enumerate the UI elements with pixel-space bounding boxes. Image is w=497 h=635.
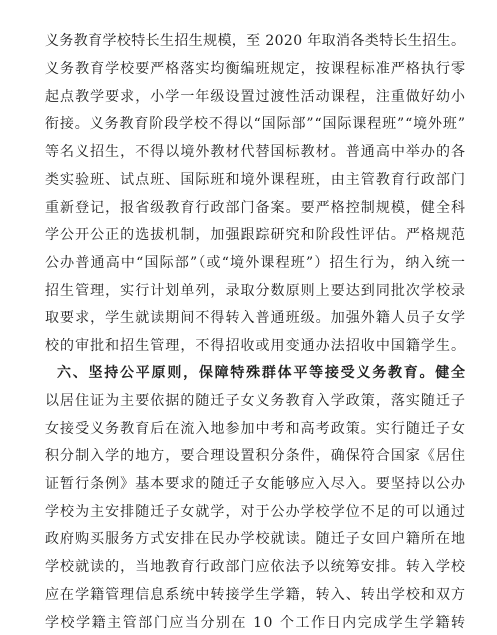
text-line (0, 140, 497, 164)
text-line (0, 29, 497, 53)
text-line (0, 223, 497, 247)
text-line (0, 168, 497, 192)
text-line (0, 611, 497, 635)
text-line (0, 85, 497, 109)
text-line-content: 政府购买服务方式安排在民办学校就读。随迁子女回户籍所在地 (45, 531, 467, 547)
text-line (0, 527, 497, 551)
text-line-content: 等名义招生，不得以境外教材代替国标教材。普通高中举办的各 (45, 144, 467, 160)
text-line (0, 196, 497, 220)
text-line-content: 学校为主安排随迁子女就学，对于公办学校学位不足的可以通过 (45, 504, 467, 520)
text-line-content: 公办普通高中“国际部”（或“境外课程班”）招生行为，纳入统一 (45, 255, 467, 271)
text-line-content: 学校学籍主管部门应当分别在 10 个工作日内完成学生学籍转 (45, 615, 467, 631)
text-line (0, 279, 497, 303)
text-line (0, 57, 497, 81)
text-line (0, 389, 497, 413)
text-line (0, 472, 497, 496)
text-line-content: 招生管理，实行计划单列，录取分数原则上要达到同批次学校录 (45, 283, 467, 299)
text-line-content: 类实验班、试点班、国际班和境外课程班，由主管教育行政部门 (45, 172, 467, 188)
text-line-content: 义务教育学校要严格落实均衡编班规定，按课程标准严格执行零 (45, 61, 467, 77)
text-line-content: 学公开公正的选拔机制，加强跟踪研究和阶段性评估。严格规范 (45, 227, 467, 243)
text-line (0, 583, 497, 607)
text-line-content: 以居住证为主要依据的随迁子女义务教育入学政策，落实随迁子 (45, 393, 467, 409)
text-line (0, 306, 497, 330)
text-line (0, 251, 497, 275)
text-line (0, 555, 497, 579)
text-line-content: 应在学籍管理信息系统中转接学生学籍，转入、转出学校和双方 (45, 587, 467, 603)
text-line-content: 义务教育学校特长生招生规模，至 2020 年取消各类特长生招生。 (45, 33, 466, 49)
text-line-content: 衔接。义务教育阶段学校不得以“国际部”“国际课程班”“境外班” (45, 116, 466, 132)
text-line-content: 积分制入学的地方，要合理设置积分条件，确保符合国家《居住 (45, 448, 467, 464)
text-line-content: 学校就读的，当地教育行政部门应依法予以统筹安排。转入学校 (45, 559, 467, 575)
text-line-content: 证暂行条例》基本要求的随迁子女能够应入尽入。要坚持以公办 (45, 476, 467, 492)
text-line (0, 334, 497, 358)
section-heading-line (0, 361, 497, 385)
text-line (0, 112, 497, 136)
text-line-content: 取要求，学生就读期间不得转入普通班级。加强外籍人员子女学 (45, 310, 467, 326)
text-line-content: 校的审批和招生管理，不得招收或用变通办法招收中国籍学生。 (45, 338, 467, 354)
text-line-content: 重新登记，报省级教育行政部门备案。要严格控制规模，健全科 (45, 200, 467, 216)
text-line (0, 417, 497, 441)
text-line-content: 起点教学要求，小学一年级设置过渡性活动课程，注重做好幼小 (45, 89, 467, 105)
text-line (0, 444, 497, 468)
section-heading: 六、坚持公平原则，保障特殊群体平等接受义务教育。健全 (57, 365, 467, 381)
text-line (0, 500, 497, 524)
text-line-content: 女接受义务教育后在流入地参加中考和高考政策。实行随迁子女 (45, 421, 467, 437)
